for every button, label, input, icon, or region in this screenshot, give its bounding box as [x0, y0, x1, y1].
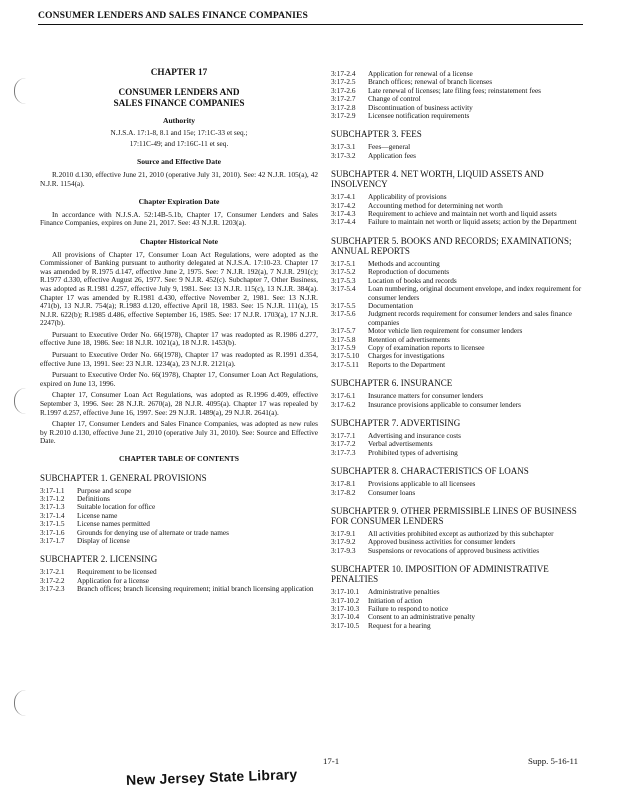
section-number: 3:17-2.8	[331, 102, 356, 112]
subchapter-heading: SUBCHAPTER 7. ADVERTISING	[331, 417, 461, 428]
history-heading: Chapter Historical Note	[140, 236, 218, 246]
section-number: 3:17-10.2	[331, 595, 360, 605]
section-number: 3:17-4.2	[331, 200, 356, 210]
section-title: Discontinuation of business activity	[368, 102, 473, 112]
section-title: Suspensions or revocations of approved business activities	[368, 545, 540, 555]
section-title: Motor vehicle lien requirement for consumer lenders	[368, 326, 523, 336]
toc-entry	[331, 152, 593, 160]
history-paragraph: Pursuant to Executive Order No. 66(1978), Chapter 17 was readopted as R.1991 d.354, effective June 13, 1991. See: 23 N.J.R. 1234(a), 23 N.J.R. 2121(a).	[40, 350, 318, 368]
margin-ornament	[14, 78, 27, 104]
section-title: Purpose and scope	[77, 485, 132, 495]
section-title: All activities prohibited except as authorized by this subchapter	[368, 529, 554, 538]
library-stamp: New Jersey State Library	[125, 766, 298, 788]
toc-entry	[331, 622, 593, 630]
section-title: Copy of examination reports to licensee	[368, 342, 485, 352]
section-number: 3:17-3.1	[331, 142, 356, 152]
section-title: Judgment records requirement for consumer lenders and sales finance companies	[368, 309, 572, 327]
section-title: Fees—general	[368, 142, 411, 152]
running-head: CONSUMER LENDERS AND SALES FINANCE COMPANIES	[38, 10, 583, 25]
toc-entry	[331, 401, 593, 409]
section-title: Display of license	[77, 536, 130, 546]
section-title: Change of control	[368, 94, 421, 104]
section-number: 3:17-5.1	[331, 258, 356, 268]
section-number: 3:17-1.5	[40, 519, 65, 529]
section-number: 3:17-1.3	[40, 502, 65, 512]
toc-continued	[331, 70, 593, 120]
section-number: 3:17-6.2	[331, 399, 356, 409]
toc-entry	[331, 547, 593, 555]
section-title: Branch offices; branch licensing requirement; initial branch licensing application	[77, 584, 314, 594]
right-column	[331, 70, 593, 630]
page-number: 17-1	[323, 756, 340, 766]
section-title: Late renewal of licenses; late filing fees; reinstatement fees	[368, 85, 542, 95]
toc-entry	[331, 489, 593, 497]
right-toc	[331, 129, 593, 630]
section-title: Failure to maintain net worth or liquid assets; action by the Department	[368, 217, 577, 227]
section-number: 3:17-7.1	[331, 430, 356, 440]
section-number: 3:17-8.2	[331, 487, 356, 497]
section-title: Definitions	[77, 494, 110, 503]
margin-ornament	[14, 388, 27, 414]
section-number: 3:17-2.6	[331, 85, 356, 95]
section-number: 3:17-2.9	[331, 111, 356, 121]
section-title: Licensee notification requirements	[368, 111, 470, 121]
subchapter-heading: SUBCHAPTER 4. NET WORTH, LIQUID ASSETS AND INSOLVENCY	[331, 169, 544, 190]
section-number: 3:17-5.11	[331, 359, 359, 369]
section-title: Initiation of action	[368, 595, 423, 605]
section-number: 3:17-9.2	[331, 537, 356, 547]
source-text: R.2010 d.130, effective June 21, 2010 (operative July 31, 2010). See: 42 N.J.R. 105(a), 42 N.J.R. 1154(a).	[40, 169, 318, 188]
section-title: Provisions applicable to all licensees	[368, 479, 476, 489]
section-title: Location of books and records	[368, 275, 457, 285]
section-title: Request for a hearing	[368, 620, 431, 630]
toc-heading: CHAPTER TABLE OF CONTENTS	[119, 454, 239, 463]
section-title: Charges for investigations	[368, 351, 445, 361]
toc-entry	[40, 585, 318, 593]
section-number: 3:17-5.10	[331, 351, 360, 361]
section-number: 3:17-5.5	[331, 300, 356, 310]
history-paragraph: Chapter 17, Consumer Loan Act Regulations, was adopted as R.1996 d.409, effective September 3, 1996. See: 28 N.J.R. 2670(a), 28 N.J.R. 4095(a). Chapter 17 was repealed by R.1997 d.257, effective June 16, 1997. See: 29 N.J.R. 1489(a), 29 N.J.R. 2641(a).	[40, 390, 318, 417]
section-number: 3:17-10.1	[331, 587, 360, 597]
section-title: Prohibited types of advertising	[368, 447, 458, 457]
section-title: Requirement to be licensed	[77, 567, 157, 577]
subchapter-heading: SUBCHAPTER 10. IMPOSITION OF ADMINISTRATIVE PENALTIES	[331, 564, 549, 585]
subchapter-heading: SUBCHAPTER 8. CHARACTERISTICS OF LOANS	[331, 466, 529, 477]
history-paragraph: All provisions of Chapter 17, Consumer Loan Act Regulations, were adopted as the Commissioner of Banking pursuant to authority delegated at N.J.S.A. 17:10-23. Chapter 17 was amended by R.1975 d.147, effective June 2, 1975. See: 7 N.J.R. 192(a), 7 N.J.R. 291(c); R.1977 d.330, effective August 26, 1977. See: 9 N.J.R. 452(c). Subchapter 7, Other Business, was adopted as R.1981 d.257, effective July 9, 1981. See: 13 N.J.R. 115(c), 13 N.J.R. 384(a). Chapter 17 was amended by R.1981 d.430, effective November 2, 1981. See: 13 N.J.R. 471(b), 13 N.J.R. 754(a); R.1983 d.120, effective April 18, 1983. See: 15 N.J.R. 111(a), 15 N.J.R. 622(b); R.1985 d.486, effective September 16, 1985. See: 17 N.J.R. 1703(a), 17 N.J.R. 2247(b).	[40, 249, 318, 328]
section-number: 3:17-2.7	[331, 94, 356, 104]
section-number: 3:17-1.2	[40, 494, 65, 503]
section-title: Approved business activities for consumer lenders	[368, 537, 516, 547]
source-heading: Source and Effective Date	[136, 157, 221, 167]
toc-entry	[331, 449, 593, 457]
history-paragraph: Pursuant to Executive Order No. 66(1978), Chapter 17, Consumer Loan Act Regulations, expired on June 13, 1996.	[40, 370, 318, 388]
subchapter-heading: SUBCHAPTER 9. OTHER PERMISSIBLE LINES OF BUSINESS FOR CONSUMER LENDERS	[331, 506, 577, 526]
section-number: 3:17-7.3	[331, 447, 356, 457]
section-number: 3:17-5.7	[331, 326, 356, 336]
section-title: Accounting method for determining net worth	[368, 200, 503, 210]
subchapter-heading: SUBCHAPTER 3. FEES	[331, 129, 422, 140]
section-title: Consumer loans	[368, 487, 416, 497]
section-title: Consent to an administrative penalty	[368, 612, 475, 622]
section-title: License names permitted	[77, 519, 150, 529]
authority-heading: Authority	[162, 115, 196, 125]
authority-line: N.J.S.A. 17:1-8, 8.1 and 15e; 17:1C-33 et seq.;	[110, 128, 248, 138]
section-number: 3:17-4.4	[331, 217, 356, 227]
section-title: Application for a license	[77, 575, 149, 585]
toc-entry	[331, 285, 593, 302]
expiration-heading: Chapter Expiration Date	[138, 197, 220, 207]
toc-entry	[40, 537, 318, 545]
toc-entry	[331, 310, 593, 327]
section-number: 3:17-5.8	[331, 334, 356, 344]
section-number: 3:17-5.4	[331, 284, 356, 294]
history-paragraph: Pursuant to Executive Order No. 66(1978), Chapter 17 was readopted as R.1986 d.277, effective June 18, 1986. See: 18 N.J.R. 1021(a), 18 N.J.R. 1453(b).	[40, 329, 318, 348]
section-title: Branch offices; renewal of branch licenses	[368, 77, 493, 87]
section-title: Methods and accounting	[368, 258, 440, 268]
section-title: Applicability of provisions	[368, 192, 447, 202]
section-number: 3:17-2.1	[40, 567, 65, 577]
section-number: 3:17-2.2	[40, 575, 65, 585]
section-title: Administrative penalties	[368, 587, 440, 597]
history-paragraph: Chapter 17, Consumer Lenders and Sales Finance Companies, was adopted as new rules by R.2010 d.130, effective June 21, 2010 (operative July 31, 2010). See: Source and Effective Date.	[40, 419, 318, 446]
section-number: 3:17-9.1	[331, 529, 356, 538]
section-title: Loan numbering, original document envelope, and index requirement for consumer lenders	[368, 284, 582, 302]
subchapter-heading: SUBCHAPTER 6. INSURANCE	[331, 378, 453, 389]
section-number: 3:17-10.4	[331, 612, 360, 622]
section-number: 3:17-4.1	[331, 192, 356, 202]
section-number: 3:17-5.2	[331, 267, 356, 277]
subchapter-heading: SUBCHAPTER 1. GENERAL PROVISIONS	[40, 472, 207, 483]
section-number: 3:17-6.1	[331, 391, 356, 401]
section-number: 3:17-5.3	[331, 275, 356, 285]
authority-line: 17:11C-49; and 17:16C-11 et seq.	[129, 138, 229, 148]
subchapter-heading: SUBCHAPTER 2. LICENSING	[40, 554, 158, 565]
section-number: 3:17-1.4	[40, 510, 65, 520]
section-title: License name	[77, 510, 118, 520]
section-number: 3:17-1.7	[40, 536, 65, 546]
section-title: Verbal advertisements	[368, 439, 433, 449]
section-title: Suitable location for office	[77, 502, 156, 512]
section-number: 3:17-5.9	[331, 342, 356, 352]
section-number: 3:17-8.1	[331, 479, 356, 489]
toc-entry	[331, 112, 593, 120]
section-title: Reproduction of documents	[368, 267, 450, 277]
section-title: Retention of advertisements	[368, 334, 450, 344]
section-title: Reports to the Department	[368, 359, 446, 369]
section-title: Documentation	[368, 300, 413, 310]
expiration-text: In accordance with N.J.S.A. 52:14B-5.1b, Chapter 17, Consumer Lenders and Sales Finance Companies, expires on June 21, 2017. See: 43 N.J.R. 1203(a).	[40, 209, 318, 228]
section-title: Requirement to achieve and maintain net worth and liquid assets	[368, 209, 557, 219]
section-number: 3:17-2.5	[331, 77, 356, 87]
section-number: 3:17-2.4	[331, 69, 356, 78]
section-title: Application for renewal of a license	[368, 69, 473, 78]
section-title: Grounds for denying use of alternate or trade names	[77, 527, 229, 537]
subchapter-heading: SUBCHAPTER 5. BOOKS AND RECORDS; EXAMINATIONS; ANNUAL REPORTS	[331, 235, 572, 256]
section-title: Insurance matters for consumer lenders	[368, 391, 484, 401]
margin-ornament	[14, 690, 27, 716]
left-column	[40, 68, 318, 594]
chapter-number: CHAPTER 17	[150, 67, 208, 77]
section-number: 3:17-5.6	[331, 309, 356, 319]
section-number: 3:17-1.6	[40, 527, 65, 537]
left-toc	[40, 473, 318, 594]
section-title: Advertising and insurance costs	[368, 430, 462, 440]
section-number: 3:17-10.5	[331, 620, 360, 630]
section-title: Application fees	[368, 150, 417, 160]
section-title: Failure to respond to notice	[368, 604, 449, 614]
section-number: 3:17-1.1	[40, 485, 65, 495]
toc-entry	[331, 361, 593, 369]
section-number: 3:17-2.3	[40, 584, 65, 594]
section-number: 3:17-7.2	[331, 439, 356, 449]
supplement-date: Supp. 5-16-11	[528, 756, 579, 766]
section-number: 3:17-3.2	[331, 150, 356, 160]
chapter-title: CONSUMER LENDERS AND SALES FINANCE COMPANIES	[113, 86, 245, 108]
section-number: 3:17-4.3	[331, 209, 356, 219]
toc-entry	[331, 218, 593, 226]
section-number: 3:17-9.3	[331, 545, 356, 555]
section-number: 3:17-10.3	[331, 604, 360, 614]
section-title: Insurance provisions applicable to consumer lenders	[368, 399, 521, 409]
